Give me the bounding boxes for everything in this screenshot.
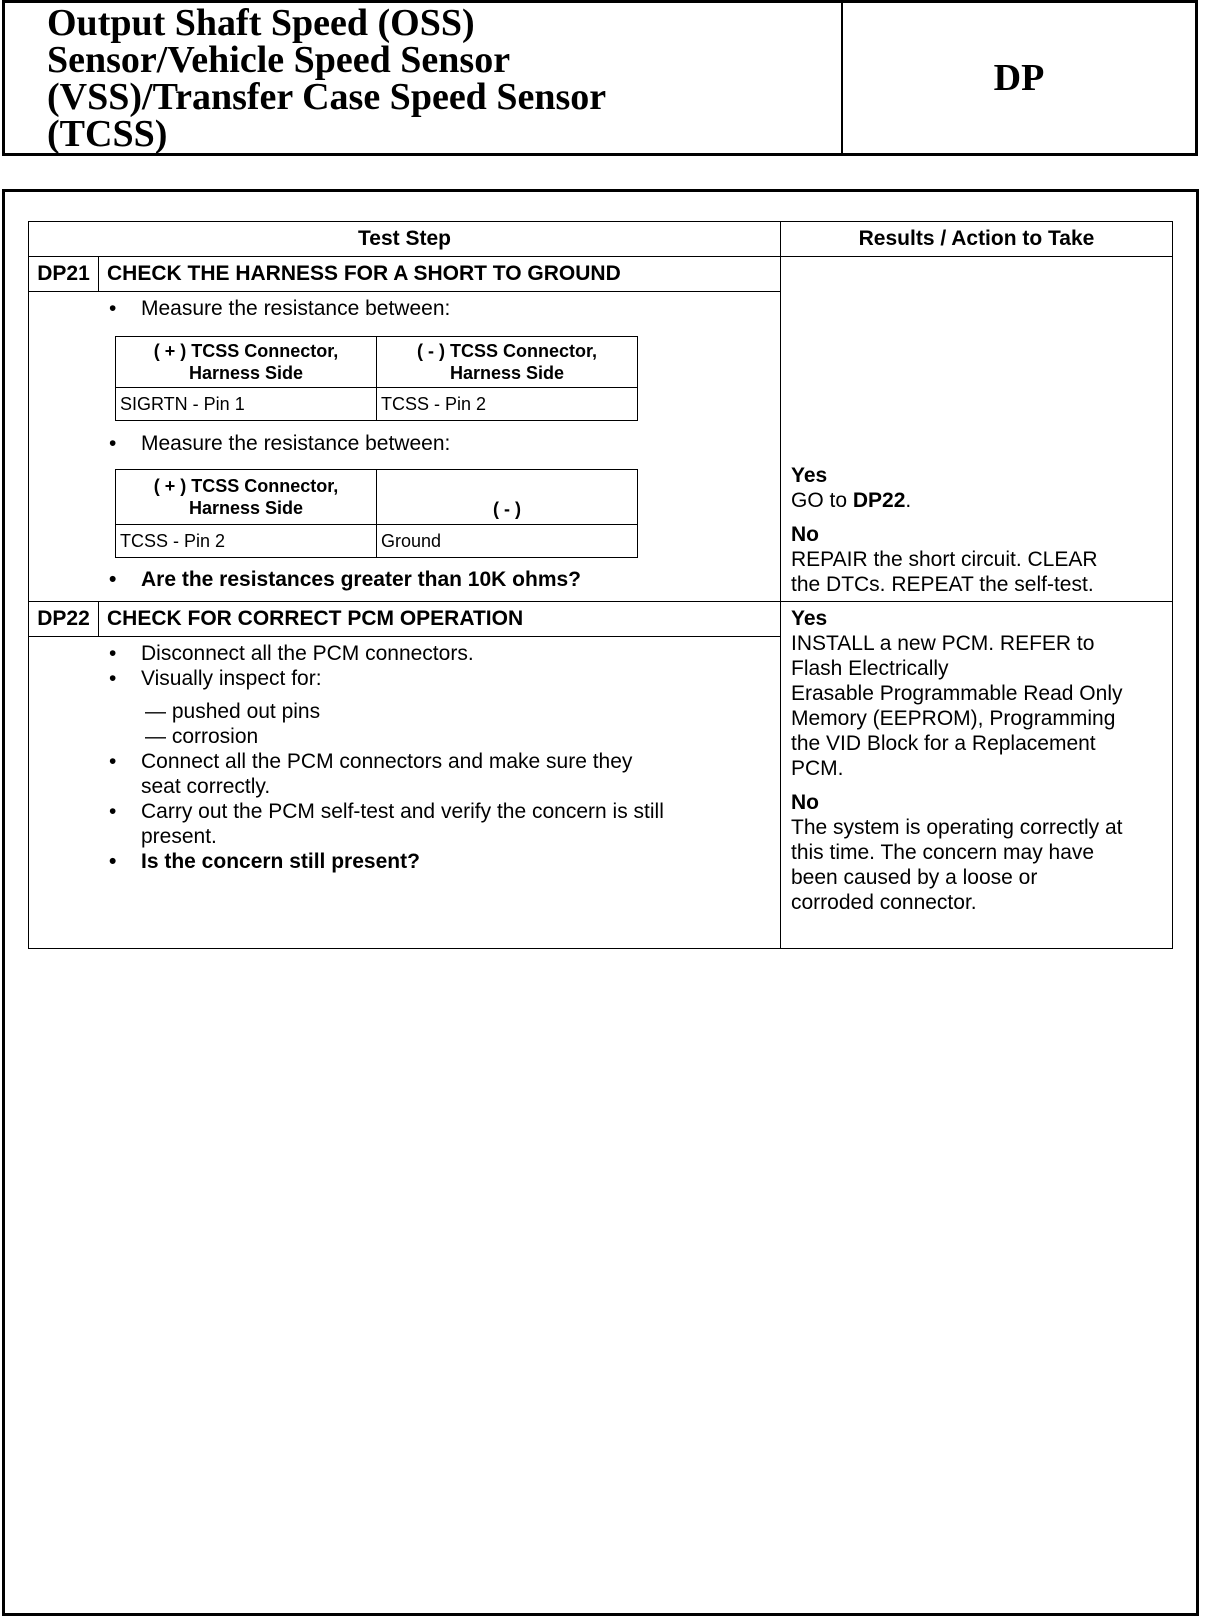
title-line: (VSS)/Transfer Case Speed Sensor xyxy=(47,76,607,118)
page-header xyxy=(2,0,1198,156)
conn2-h1-line2: Harness Side xyxy=(188,498,304,518)
dp21-yes-ref: DP22 xyxy=(852,489,906,512)
dp22-yes xyxy=(781,606,1172,781)
dp22-no xyxy=(781,790,1172,915)
title-line: (TCSS) xyxy=(47,113,168,155)
dp22-bullet-4 xyxy=(29,799,780,849)
dp22-id: DP22 xyxy=(29,602,99,636)
dp22-no-line: The system is operating correctly at xyxy=(791,816,1123,839)
test-step-table xyxy=(28,221,1173,949)
dp22-dash-1: — pushed out pins xyxy=(145,700,321,723)
dp21-question: • Are the resistances greater than 10K ohms? xyxy=(29,567,780,592)
conn2-header-positive xyxy=(116,470,377,525)
conn2-h1-line1: ( + ) TCSS Connector, xyxy=(153,476,339,496)
dp22-bullet-3 xyxy=(29,749,780,799)
conn1-h2-line2: Harness Side xyxy=(449,363,565,383)
col-results: Results / Action to Take xyxy=(858,227,1095,250)
dp21-header xyxy=(29,257,780,292)
conn1-value-positive: SIGRTN - Pin 1 xyxy=(116,388,377,421)
dp22-test-step xyxy=(29,602,781,948)
conn1-h1-line2: Harness Side xyxy=(188,363,304,383)
conn1-h2-line1: ( - ) TCSS Connector, xyxy=(417,341,597,361)
dp22-yes-line: Erasable Programmable Read Only xyxy=(791,682,1123,705)
dp21-no-line2: the DTCs. REPEAT the self-test. xyxy=(791,573,1094,596)
dp21-results xyxy=(781,257,1172,601)
dp21-title: CHECK THE HARNESS FOR A SHORT TO GROUND xyxy=(107,262,621,285)
dp21-yes-label: Yes xyxy=(791,464,828,487)
dp21-connector-table-1 xyxy=(115,336,638,421)
dp22-yes-line: PCM. xyxy=(791,757,844,780)
dp22-bullet-4-line2: present. xyxy=(141,825,217,848)
title-line: Sensor/Vehicle Speed Sensor xyxy=(47,39,511,81)
dp21-yes-text: GO to xyxy=(791,489,848,512)
dp21-no xyxy=(781,522,1172,597)
dp22-yes-label: Yes xyxy=(791,607,828,630)
dp22-dash-2: — corrosion xyxy=(145,725,259,748)
dp22-yes-line: Memory (EEPROM), Programming xyxy=(791,707,1116,730)
title-line: Output Shaft Speed (OSS) xyxy=(47,2,475,44)
dp22-no-line: this time. The concern may have xyxy=(791,841,1095,864)
table-header xyxy=(29,222,1172,257)
conn2-value-negative: Ground xyxy=(377,525,638,558)
dp22-no-label: No xyxy=(791,791,819,814)
col-test-step: Test Step xyxy=(29,222,781,256)
dp21-no-line1: REPAIR the short circuit. CLEAR xyxy=(791,548,1098,571)
dp21-id: DP21 xyxy=(29,257,99,291)
dp22-no-line: been caused by a loose or xyxy=(791,866,1038,889)
dp22-question: • Is the concern still present? xyxy=(29,849,780,874)
page-title xyxy=(47,2,607,155)
dp21-test-step xyxy=(29,257,781,601)
section-code: DP xyxy=(993,57,1045,99)
dp22-yes-line: the VID Block for a Replacement xyxy=(791,732,1096,755)
dp21-measure1: • Measure the resistance between: xyxy=(29,296,780,321)
conn1-value-negative: TCSS - Pin 2 xyxy=(377,388,638,421)
dp22-yes-line: Flash Electrically xyxy=(791,657,949,680)
dp21-yes-action xyxy=(791,488,1172,513)
dp22-bullet-3-line2: seat correctly. xyxy=(141,775,271,798)
conn2-value-positive: TCSS - Pin 2 xyxy=(116,525,377,558)
dp22-bullet-1: • Disconnect all the PCM connectors. xyxy=(29,641,780,666)
dp22-no-line: corroded connector. xyxy=(791,891,977,914)
conn2-header-negative: ( - ) xyxy=(377,470,638,525)
dp21-connector-table-2 xyxy=(115,469,638,558)
dp22-bullet-2: • Visually inspect for: xyxy=(29,666,780,691)
conn1-header-positive xyxy=(116,337,377,388)
step-dp22 xyxy=(29,602,1172,948)
conn1-header-negative xyxy=(377,337,638,388)
dp21-measure2: • Measure the resistance between: xyxy=(29,431,780,456)
dp22-bullet-4-line1: • Carry out the PCM self-test and verify the concern is still xyxy=(141,800,664,823)
dp21-no-label: No xyxy=(791,523,819,546)
dp22-title: CHECK FOR CORRECT PCM OPERATION xyxy=(107,607,524,630)
dp21-yes xyxy=(781,463,1172,513)
dp22-yes-line: INSTALL a new PCM. REFER to xyxy=(791,632,1095,655)
step-dp21 xyxy=(29,257,1172,602)
dp22-results xyxy=(781,602,1172,948)
page-title-cell xyxy=(5,3,843,153)
dp22-bullet-3-line1: • Connect all the PCM connectors and make sure they xyxy=(141,750,633,773)
dp21-yes-end: . xyxy=(905,489,912,512)
dp22-header xyxy=(29,602,780,637)
conn1-h1-line1: ( + ) TCSS Connector, xyxy=(153,341,339,361)
